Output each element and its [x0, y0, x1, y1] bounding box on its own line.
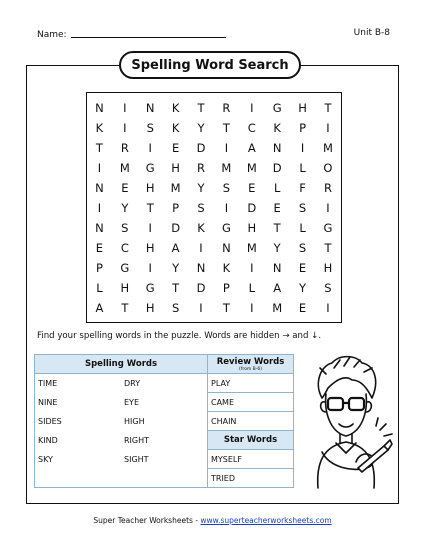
- star-words-header-text: Star Words: [223, 435, 278, 445]
- grid-letter[interactable]: M: [272, 301, 283, 315]
- review-words-subheader: (from B-6): [239, 366, 262, 372]
- grid-letter[interactable]: T: [172, 281, 180, 295]
- grid-letter[interactable]: M: [119, 161, 131, 175]
- grid-letter[interactable]: H: [145, 301, 156, 315]
- grid-letter[interactable]: L: [248, 281, 256, 295]
- footer-text: Super Teacher Worksheets -: [93, 516, 201, 525]
- grid-letter[interactable]: Y: [197, 121, 206, 135]
- grid-letter[interactable]: M: [221, 161, 232, 175]
- grid-letter[interactable]: K: [273, 121, 282, 135]
- spelling-word: SKY: [35, 450, 122, 469]
- grid-letter[interactable]: T: [222, 121, 231, 135]
- grid-letter[interactable]: D: [196, 141, 206, 155]
- grid-letter[interactable]: I: [199, 301, 204, 315]
- grid-letter[interactable]: T: [95, 141, 104, 155]
- grid-letter[interactable]: N: [222, 241, 232, 255]
- grid-letter[interactable]: G: [145, 161, 156, 175]
- grid-letter[interactable]: I: [300, 141, 305, 155]
- grid-letter[interactable]: E: [121, 181, 129, 195]
- grid-letter[interactable]: S: [298, 201, 307, 215]
- grid-letter[interactable]: F: [299, 181, 307, 195]
- grid-letter[interactable]: K: [222, 261, 231, 275]
- grid-letter[interactable]: E: [273, 201, 282, 215]
- grid-letter[interactable]: S: [197, 201, 206, 215]
- grid-letter[interactable]: I: [148, 221, 153, 235]
- page-title: [119, 51, 301, 79]
- grid-letter[interactable]: S: [324, 281, 333, 295]
- spelling-word: RIGHT: [121, 431, 208, 450]
- grid-letter[interactable]: Y: [172, 261, 180, 275]
- spelling-word: KIND: [35, 431, 122, 450]
- grid-letter[interactable]: H: [145, 241, 156, 255]
- star-word: MYSELF: [208, 450, 294, 469]
- grid-letter[interactable]: K: [197, 221, 206, 235]
- grid-letter[interactable]: N: [272, 141, 282, 155]
- spelling-word: DRY: [121, 374, 208, 393]
- grid-row: [87, 258, 341, 278]
- review-word: PLAY: [208, 374, 294, 393]
- grid-letter[interactable]: P: [95, 261, 104, 275]
- grid-letter[interactable]: S: [171, 301, 180, 315]
- spelling-word: HIGH: [121, 412, 208, 431]
- review-word: CHAIN: [208, 412, 294, 431]
- grid-letter[interactable]: I: [123, 101, 128, 115]
- spelling-words-header-text: Spelling Words: [84, 359, 158, 369]
- grid-letter[interactable]: M: [322, 141, 334, 155]
- name-field: [37, 28, 226, 40]
- grid-letter[interactable]: H: [247, 221, 257, 235]
- grid-letter[interactable]: M: [170, 181, 182, 195]
- grid-letter[interactable]: E: [298, 261, 307, 275]
- grid-letter[interactable]: M: [246, 161, 258, 175]
- review-words-header-text: Review Words: [216, 356, 285, 367]
- word-search-grid: [86, 92, 342, 323]
- grid-letter[interactable]: G: [221, 221, 232, 235]
- grid-letter[interactable]: C: [247, 121, 257, 135]
- grid-row: [87, 278, 341, 298]
- grid-letter[interactable]: L: [299, 221, 307, 235]
- grid-letter[interactable]: R: [197, 161, 206, 175]
- word-list-table: [34, 354, 294, 488]
- grid-letter[interactable]: P: [172, 201, 180, 215]
- grid-letter[interactable]: E: [248, 181, 256, 195]
- grid-letter[interactable]: R: [323, 181, 333, 195]
- grid-letter[interactable]: I: [250, 301, 254, 315]
- grid-letter[interactable]: S: [298, 241, 307, 255]
- grid-letter[interactable]: H: [171, 161, 181, 175]
- grid-letter[interactable]: T: [197, 101, 206, 115]
- grid-letter[interactable]: S: [146, 121, 155, 135]
- grid-letter[interactable]: L: [96, 281, 104, 295]
- grid-letter[interactable]: N: [272, 261, 282, 275]
- grid-row: [87, 218, 341, 238]
- grid-letter[interactable]: E: [298, 301, 307, 315]
- grid-letter[interactable]: K: [95, 121, 104, 135]
- grid-letter[interactable]: I: [250, 101, 254, 115]
- grid-letter[interactable]: E: [95, 241, 104, 255]
- grid-letter[interactable]: N: [196, 261, 206, 275]
- grid-letter[interactable]: L: [299, 161, 307, 175]
- grid-letter[interactable]: I: [199, 241, 204, 255]
- grid-row: [87, 138, 341, 158]
- star-word: TRIED: [208, 469, 294, 488]
- grid-letter[interactable]: I: [148, 141, 153, 155]
- grid-letter[interactable]: T: [146, 201, 155, 215]
- grid-letter[interactable]: I: [250, 261, 254, 275]
- grid-row: [87, 238, 341, 258]
- grid-letter[interactable]: D: [272, 161, 283, 175]
- grid-letter[interactable]: A: [171, 241, 181, 255]
- grid-letter[interactable]: I: [224, 141, 229, 155]
- grid-row: [87, 198, 341, 218]
- grid-letter[interactable]: T: [324, 101, 332, 115]
- grid-letter[interactable]: T: [222, 301, 231, 315]
- grid-letter[interactable]: R: [222, 101, 231, 115]
- grid-letter[interactable]: I: [97, 201, 102, 215]
- grid-letter[interactable]: D: [247, 201, 257, 215]
- grid-letter[interactable]: P: [222, 281, 231, 295]
- page-title-text: Spelling Word Search: [131, 57, 289, 73]
- student-mascot-illustration: [296, 350, 396, 490]
- grid-letter[interactable]: I: [97, 161, 102, 175]
- grid-letter[interactable]: K: [171, 121, 180, 135]
- grid-row: [87, 178, 341, 198]
- spelling-word-empty: [121, 469, 208, 488]
- spelling-word: SIGHT: [121, 450, 208, 469]
- grid-letter[interactable]: S: [222, 181, 231, 195]
- grid-letter[interactable]: R: [120, 141, 130, 155]
- grid-letter[interactable]: G: [272, 101, 283, 115]
- review-word: CAME: [208, 393, 294, 412]
- name-label: Name:: [37, 30, 67, 40]
- grid-letter[interactable]: P: [299, 121, 307, 135]
- grid-row: [87, 158, 341, 178]
- grid-letter[interactable]: G: [120, 261, 130, 275]
- grid-letter[interactable]: N: [95, 221, 105, 235]
- grid-letter[interactable]: T: [121, 301, 129, 315]
- instructions-text: Find your spelling words in the puzzle. Words are hidden → and ↓.: [37, 331, 322, 341]
- spelling-word-empty: [35, 469, 122, 488]
- grid-letter[interactable]: Y: [273, 241, 282, 255]
- grid-letter[interactable]: H: [145, 181, 156, 195]
- grid-letter[interactable]: Y: [121, 201, 129, 215]
- grid-letter[interactable]: A: [95, 301, 104, 315]
- grid-letter[interactable]: O: [323, 161, 333, 175]
- footer-link[interactable]: www.superteacherworksheets.com: [200, 516, 332, 525]
- name-line[interactable]: [71, 28, 226, 38]
- grid-letter[interactable]: I: [224, 201, 229, 215]
- grid-letter[interactable]: I: [123, 121, 128, 135]
- grid-letter[interactable]: I: [326, 121, 331, 135]
- grid-row: [87, 98, 341, 118]
- grid-letter[interactable]: E: [171, 141, 180, 155]
- review-words-header: [208, 355, 294, 374]
- grid-letter[interactable]: K: [171, 101, 180, 115]
- star-words-header: [208, 431, 294, 450]
- grid-row: [87, 298, 341, 318]
- grid-letter[interactable]: N: [145, 101, 156, 115]
- grid-letter[interactable]: G: [145, 281, 156, 295]
- grid-letter[interactable]: T: [273, 221, 282, 235]
- grid-letter[interactable]: Y: [299, 281, 307, 295]
- grid-letter[interactable]: A: [273, 281, 282, 295]
- grid-letter[interactable]: I: [326, 301, 331, 315]
- spelling-word: SIDES: [35, 412, 122, 431]
- grid-letter[interactable]: Y: [197, 181, 206, 195]
- grid-letter[interactable]: H: [298, 101, 308, 115]
- grid-letter[interactable]: S: [121, 221, 129, 235]
- grid-letter[interactable]: M: [246, 241, 258, 255]
- grid-letter[interactable]: T: [324, 241, 332, 255]
- spelling-word: EYE: [121, 393, 208, 412]
- spelling-word: NINE: [35, 393, 122, 412]
- grid-letter[interactable]: H: [323, 261, 333, 275]
- grid-letter[interactable]: C: [120, 241, 130, 255]
- grid-letter[interactable]: L: [273, 181, 281, 195]
- grid-letter[interactable]: D: [171, 221, 181, 235]
- footer: [0, 516, 425, 525]
- spelling-words-header: [35, 355, 208, 374]
- grid-letter[interactable]: N: [95, 101, 105, 115]
- grid-letter[interactable]: I: [326, 201, 331, 215]
- grid-row: [87, 118, 341, 138]
- unit-label: Unit B-8: [353, 28, 390, 38]
- grid-letter[interactable]: H: [120, 281, 130, 295]
- grid-letter[interactable]: N: [95, 181, 105, 195]
- spelling-word: TIME: [35, 374, 122, 393]
- grid-letter[interactable]: A: [247, 141, 257, 155]
- grid-letter[interactable]: G: [323, 221, 333, 235]
- grid-letter[interactable]: D: [196, 281, 206, 295]
- grid-letter[interactable]: I: [148, 261, 153, 275]
